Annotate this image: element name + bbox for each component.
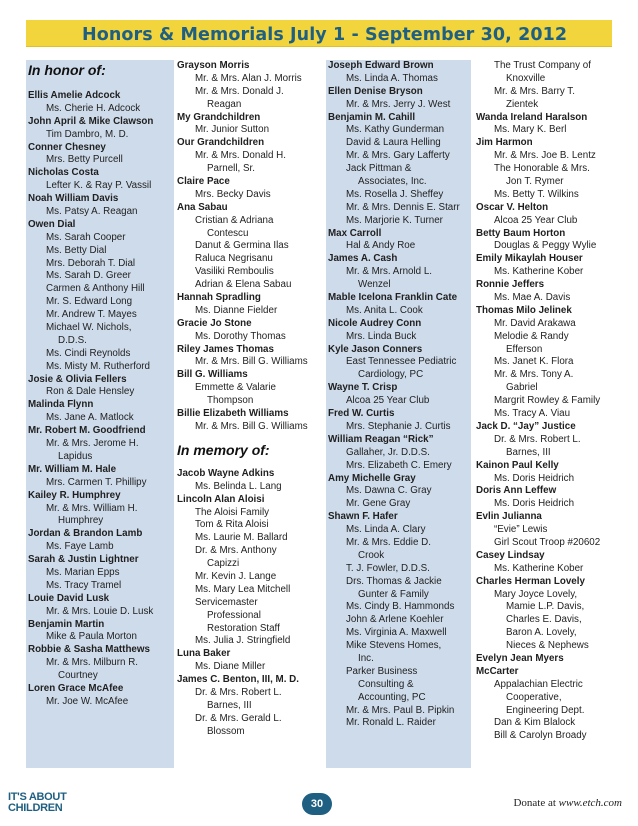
donor-name: Dan & Kim Blalock <box>494 717 576 729</box>
donor-name: T. J. Fowler, D.D.S. <box>346 562 430 574</box>
donor-name: Mr. Ronald L. Raider <box>346 717 436 729</box>
donate-note <box>513 797 622 809</box>
donor-name: Alcoa 25 Year Club <box>346 395 430 407</box>
donor-name: Ms. Tracy A. Viau <box>494 408 571 420</box>
donor-name: Mr. & Mrs. Louie D. Lusk <box>46 605 154 617</box>
donor-name: Charles E. Davis, <box>506 614 582 626</box>
honoree-name: Nicholas Costa <box>28 167 99 179</box>
donor-name: Ms. Marian Epps <box>46 566 120 578</box>
donor-name: Thompson <box>207 395 254 407</box>
column-2 <box>175 60 323 768</box>
honoree-name: Jim Harmon <box>476 137 533 149</box>
honoree-name: Josie & Olivia Fellers <box>28 373 127 385</box>
donor-name: Ms. Dorothy Thomas <box>195 330 286 342</box>
donor-name: Mr. & Mrs. Arnold L. <box>346 266 433 278</box>
donor-name: Ms. Dawna C. Gray <box>346 485 432 497</box>
donor-name: Bill & Carolyn Broady <box>494 730 587 742</box>
honoree-name: Nicole Audrey Conn <box>328 317 422 329</box>
donor-name: Inc. <box>358 652 374 664</box>
donor-name: Courtney <box>58 670 98 682</box>
donor-name: Ms. Katherine Kober <box>494 266 584 278</box>
honoree-name: Doris Ann Leffew <box>476 485 557 497</box>
donor-name: Accounting, PC <box>358 691 426 703</box>
donor-name: Mr. Joe W. McAfee <box>46 695 129 707</box>
column-3 <box>326 60 471 768</box>
donor-name: David & Laura Helling <box>346 137 441 149</box>
donor-name: Tom & Rita Aloisi <box>195 519 269 531</box>
honoree-name: My Grandchildren <box>177 111 261 123</box>
honoree-name: Evlin Julianna <box>476 511 542 523</box>
donor-name: Reagan <box>207 98 242 110</box>
donor-name: Zientek <box>506 98 539 110</box>
donor-name: Ms. Mary Lea Mitchell <box>195 583 291 595</box>
honoree-name: Casey Lindsay <box>476 549 545 561</box>
honoree-name: Charles Herman Lovely <box>476 575 585 587</box>
column-1 <box>26 60 174 768</box>
logo-line-1: IT'S ABOUT <box>8 791 67 803</box>
donor-name: Ms. Diane Miller <box>195 661 266 673</box>
honoree-name: Benjamin M. Cahill <box>328 111 416 123</box>
donor-name: Ms. Belinda L. Lang <box>195 480 282 492</box>
donor-name: Ms. Cindi Reynolds <box>46 347 131 359</box>
donor-name: Ms. Doris Heidrich <box>494 472 575 484</box>
donor-name: Mr. & Mrs. Bill G. Williams <box>195 420 308 432</box>
honoree-name: Luna Baker <box>177 648 231 660</box>
section-heading-memory: In memory of: <box>177 441 270 458</box>
donor-name: Ms. Jane A. Matlock <box>46 412 134 424</box>
donor-name: Mr. & Mrs. Alan J. Morris <box>195 72 302 84</box>
donor-name: Girl Scout Troop #20602 <box>494 536 601 548</box>
donor-name: Mrs. Becky Davis <box>195 188 271 200</box>
donor-name: Wenzel <box>358 279 391 291</box>
donor-name: Dr. & Mrs. Anthony <box>195 545 277 557</box>
donor-name: Mr. Andrew T. Mayes <box>46 309 137 321</box>
honoree-name: Ronnie Jeffers <box>476 279 545 291</box>
donor-name: Ms. Marjorie K. Turner <box>346 214 443 226</box>
logo-line-2: CHILDREN <box>8 802 63 814</box>
honoree-name: Joseph Edward Brown <box>328 60 434 71</box>
honoree-name: Sarah & Justin Lightner <box>28 554 139 566</box>
donor-name: Mrs. Carmen T. Phillipy <box>46 476 147 488</box>
donor-name: Raluca Negrisanu <box>195 253 273 265</box>
donor-name: Mrs. Stephanie J. Curtis <box>346 420 451 432</box>
donor-name: Ms. Laurie M. Ballard <box>195 532 288 544</box>
donor-name: Barnes, III <box>207 699 252 711</box>
donor-name: Melodie & Randy <box>494 330 569 342</box>
donor-name: Mr. & Mrs. Paul B. Pipkin <box>346 704 455 716</box>
column-4 <box>474 60 624 790</box>
honoree-name: Noah William Davis <box>28 193 119 205</box>
donate-url[interactable]: www.etch.com <box>558 797 622 809</box>
honoree-name: Loren Grace McAfee <box>28 682 124 694</box>
donor-name: Mr. & Mrs. Donald J. <box>195 85 284 97</box>
donor-name: Mr. Junior Sutton <box>195 124 270 136</box>
honoree-name: Wayne T. Crisp <box>328 382 398 394</box>
donor-name: D.D.S. <box>58 334 87 346</box>
honoree-name: Kainon Paul Kelly <box>476 459 559 471</box>
donor-name: Dr. & Mrs. Robert L. <box>494 433 581 445</box>
donor-name: Mrs. Elizabeth C. Emery <box>346 459 452 471</box>
donor-name: “Evie” Lewis <box>494 524 548 536</box>
donor-name: Tim Dambro, M. D. <box>46 128 129 140</box>
donor-name: Ms. Janet K. Flora <box>494 356 574 368</box>
donor-name: The Aloisi Family <box>195 506 270 518</box>
donor-name: Ron & Dale Hensley <box>46 386 135 398</box>
donor-name: Mr. & Mrs. Jerome H. <box>46 438 139 450</box>
donor-name: Drs. Thomas & Jackie <box>346 575 442 587</box>
donor-name: Emmette & Valarie <box>195 382 276 394</box>
donor-name: Ms. Dianne Fielder <box>195 304 278 316</box>
donor-name: Mr. & Mrs. Gary Lafferty <box>346 150 450 162</box>
donor-name: Servicemaster <box>195 596 258 608</box>
donor-name: Vasiliki Remboulis <box>195 266 274 278</box>
donor-name: Baron A. Lovely, <box>506 627 577 639</box>
its-about-children-logo <box>8 792 78 818</box>
honoree-name: Billie Elizabeth Williams <box>177 408 289 420</box>
honoree-name: Emily Mikaylah Houser <box>476 253 583 265</box>
donor-name: Professional <box>207 609 261 621</box>
honoree-name: James C. Benton, III, M. D. <box>177 674 299 686</box>
donor-name: Associates, Inc. <box>358 176 427 188</box>
honoree-name: Betty Baum Horton <box>476 227 566 239</box>
honoree-name: Thomas Milo Jelinek <box>476 304 572 316</box>
donor-name: Mr. & Mrs. Tony A. <box>494 369 574 381</box>
honoree-name: Jack D. “Jay” Justice <box>476 420 576 432</box>
donor-name: Jack Pittman & <box>346 163 412 175</box>
donor-name: Contescu <box>207 227 249 239</box>
honoree-name: Mable Icelona Franklin Cate <box>328 292 458 304</box>
donor-name: Ms. Linda A. Clary <box>346 524 426 536</box>
donor-name: John & Arlene Koehler <box>346 614 444 626</box>
honoree-name: James A. Cash <box>328 253 398 265</box>
donor-name: Ms. Patsy A. Reagan <box>46 206 138 218</box>
donor-name: Nieces & Nephews <box>506 640 589 652</box>
donor-name: Ms. Tracy Tramel <box>46 579 122 591</box>
donor-name: Mr. Gene Gray <box>346 498 411 510</box>
donor-name: Dr. & Mrs. Gerald L. <box>195 712 282 724</box>
donor-name: Mrs. Deborah T. Dial <box>46 257 136 269</box>
donor-name: Ms. Betty Dial <box>46 244 107 256</box>
honoree-name: Jordan & Brandon Lamb <box>28 528 143 540</box>
honoree-name: William Reagan “Rick” <box>328 433 434 445</box>
donor-name: Cardiology, PC <box>358 369 424 381</box>
donor-name: Engineering Dept. <box>506 704 585 716</box>
honoree-name: Riley James Thomas <box>177 343 274 355</box>
honoree-name: Mr. Robert M. Goodfriend <box>28 425 146 437</box>
donor-name: Mike Stevens Homes, <box>346 640 442 652</box>
honoree-name: Evelyn Jean Myers <box>476 652 564 664</box>
donor-name: Danut & Germina Ilas <box>195 240 289 252</box>
honoree-name: Jacob Wayne Adkins <box>177 467 275 479</box>
donor-name: Michael W. Nichols, <box>46 322 132 334</box>
donor-name: Appalachian Electric <box>494 678 583 690</box>
donor-name: Consulting & <box>358 678 414 690</box>
honoree-name: Max Carroll <box>328 227 382 239</box>
donor-name: Ms. Anita L. Cook <box>346 304 423 316</box>
donor-name: Gunter & Family <box>358 588 429 600</box>
donor-name: Mr. & Mrs. Dennis E. Starr <box>346 201 460 213</box>
honoree-name: Claire Pace <box>177 176 230 188</box>
donor-name: East Tennessee Pediatric <box>346 356 457 368</box>
honoree-name: Owen Dial <box>28 218 76 230</box>
honoree-name: Shawn F. Hafer <box>328 511 398 523</box>
donor-name: Margrit Rowley & Family <box>494 395 601 407</box>
donor-name: Gallaher, Jr. D.D.S. <box>346 446 430 458</box>
honoree-name: Grayson Morris <box>177 60 250 71</box>
honoree-name: Oscar V. Helton <box>476 201 549 213</box>
honoree-name: Fred W. Curtis <box>328 408 395 420</box>
honoree-name: Bill G. Williams <box>177 369 248 381</box>
donor-name: Ms. Kathy Gunderman <box>346 124 445 136</box>
donor-name: Jon T. Rymer <box>506 176 564 188</box>
honor-list-col2 <box>175 60 323 434</box>
honoree-name: Ana Sabau <box>177 201 228 213</box>
donor-name: Parnell, Sr. <box>207 163 255 175</box>
donor-name: Ms. Julia J. Stringfield <box>195 635 291 647</box>
honoree-name: Lincoln Alan Aloisi <box>177 493 265 505</box>
donor-name: Douglas & Peggy Wylie <box>494 240 597 252</box>
donor-name: Ms. Katherine Kober <box>494 562 584 574</box>
honoree-name: Kyle Jason Conners <box>328 343 423 355</box>
donor-name: Ms. Mary K. Berl <box>494 124 567 136</box>
donor-name: Mr. & Mrs. Barry T. <box>494 85 575 97</box>
donor-name: Lefter K. & Ray P. Vassil <box>46 180 152 192</box>
donor-name: Ms. Linda A. Thomas <box>346 72 438 84</box>
honoree-name: Malinda Flynn <box>28 399 94 411</box>
donor-name: Mrs. Betty Purcell <box>46 154 123 166</box>
memory-list-col3 <box>326 60 471 730</box>
donor-name: Ms. Virginia A. Maxwell <box>346 627 447 639</box>
donor-name: Ms. Rosella J. Sheffey <box>346 188 444 200</box>
donor-name: Ms. Sarah Cooper <box>46 231 126 243</box>
donor-name: Ms. Doris Heidrich <box>494 498 575 510</box>
donor-name: Gabriel <box>506 382 538 394</box>
honoree-name: Ellen Denise Bryson <box>328 85 423 97</box>
memory-list-col4 <box>474 60 624 743</box>
donor-name: Knoxville <box>506 72 546 84</box>
donor-name: Ms. Faye Lamb <box>46 541 114 553</box>
honoree-name: Hannah Spradling <box>177 292 261 304</box>
donor-name: Mr. & Mrs. William H. <box>46 502 138 514</box>
donor-name: Cooperative, <box>506 691 562 703</box>
donate-prefix: Donate at <box>513 797 559 809</box>
honoree-name: Gracie Jo Stone <box>177 317 252 329</box>
donor-name: Ms. Sarah D. Greer <box>46 270 131 282</box>
donor-name: Adrian & Elena Sabau <box>195 279 292 291</box>
donor-name: Mamie L.P. Davis, <box>506 601 585 613</box>
honoree-name: John April & Mike Clawson <box>28 115 154 127</box>
donor-name: Ms. Betty T. Wilkins <box>494 188 579 200</box>
donor-name: Mr. & Mrs. Bill G. Williams <box>195 356 308 368</box>
honoree-name: Conner Chesney <box>28 141 106 153</box>
donor-name: Mr. & Mrs. Jerry J. West <box>346 98 451 110</box>
honoree-name: Robbie & Sasha Matthews <box>28 644 150 656</box>
donor-name: Mr. S. Edward Long <box>46 296 133 308</box>
section-heading-honor: In honor of: <box>28 62 106 78</box>
donor-name: Barnes, III <box>506 446 551 458</box>
donor-name: Restoration Staff <box>207 622 280 634</box>
honoree-name: Benjamin Martin <box>28 618 105 630</box>
donor-name: Blossom <box>207 725 245 737</box>
donor-name: Mike & Paula Morton <box>46 631 137 643</box>
donor-name: Mr. & Mrs. Milburn R. <box>46 657 138 669</box>
donor-name: Mrs. Linda Buck <box>346 330 417 342</box>
donor-name: Cristian & Adriana <box>195 214 274 226</box>
honoree-name: Louie David Lusk <box>28 592 110 604</box>
honoree-name: Kailey R. Humphrey <box>28 489 121 501</box>
donor-name: Humphrey <box>58 515 104 527</box>
donor-name: Dr. & Mrs. Robert L. <box>195 686 282 698</box>
honoree-name: Amy Michelle Gray <box>328 472 416 484</box>
donor-name: Lapidus <box>58 450 93 462</box>
donor-name: Hal & Andy Roe <box>346 240 416 252</box>
donor-name: Mr. David Arakawa <box>494 317 576 329</box>
donor-name: Ms. Cindy B. Hammonds <box>346 601 455 613</box>
donor-name: Parker Business <box>346 665 418 677</box>
donor-name: Mr. Kevin J. Lange <box>195 570 277 582</box>
honoree-name: Wanda Ireland Haralson <box>476 111 588 123</box>
memory-list-col2 <box>175 468 323 739</box>
page-title: Honors & Memorials July 1 - September 30, 2012 <box>82 25 568 45</box>
donor-name: Mary Joyce Lovely, <box>494 588 578 600</box>
honoree-name: Mr. William M. Hale <box>28 463 117 475</box>
donor-name: Efferson <box>506 343 543 355</box>
honoree-name: McCarter <box>476 665 519 677</box>
donor-name: Ms. Mae A. Davis <box>494 292 571 304</box>
donor-name: Capizzi <box>207 558 240 570</box>
honoree-name: Ellis Amelie Adcock <box>28 90 121 101</box>
donor-name: Mr. & Mrs. Joe B. Lentz <box>494 150 596 162</box>
donor-name: Mr. & Mrs. Eddie D. <box>346 536 431 548</box>
donor-name: Crook <box>358 549 385 561</box>
donor-name: Ms. Cherie H. Adcock <box>46 102 141 114</box>
donor-name: Ms. Misty M. Rutherford <box>46 360 150 372</box>
page-number: 30 <box>302 793 332 815</box>
honoree-name: Our Grandchildren <box>177 137 265 149</box>
donor-name: The Trust Company of <box>494 60 591 71</box>
donor-name: Mr. & Mrs. Donald H. <box>195 150 286 162</box>
honor-list-col1 <box>26 90 174 709</box>
donor-name: Carmen & Anthony Hill <box>46 283 145 295</box>
donor-name: The Honorable & Mrs. <box>494 163 590 175</box>
donor-name: Alcoa 25 Year Club <box>494 214 578 226</box>
